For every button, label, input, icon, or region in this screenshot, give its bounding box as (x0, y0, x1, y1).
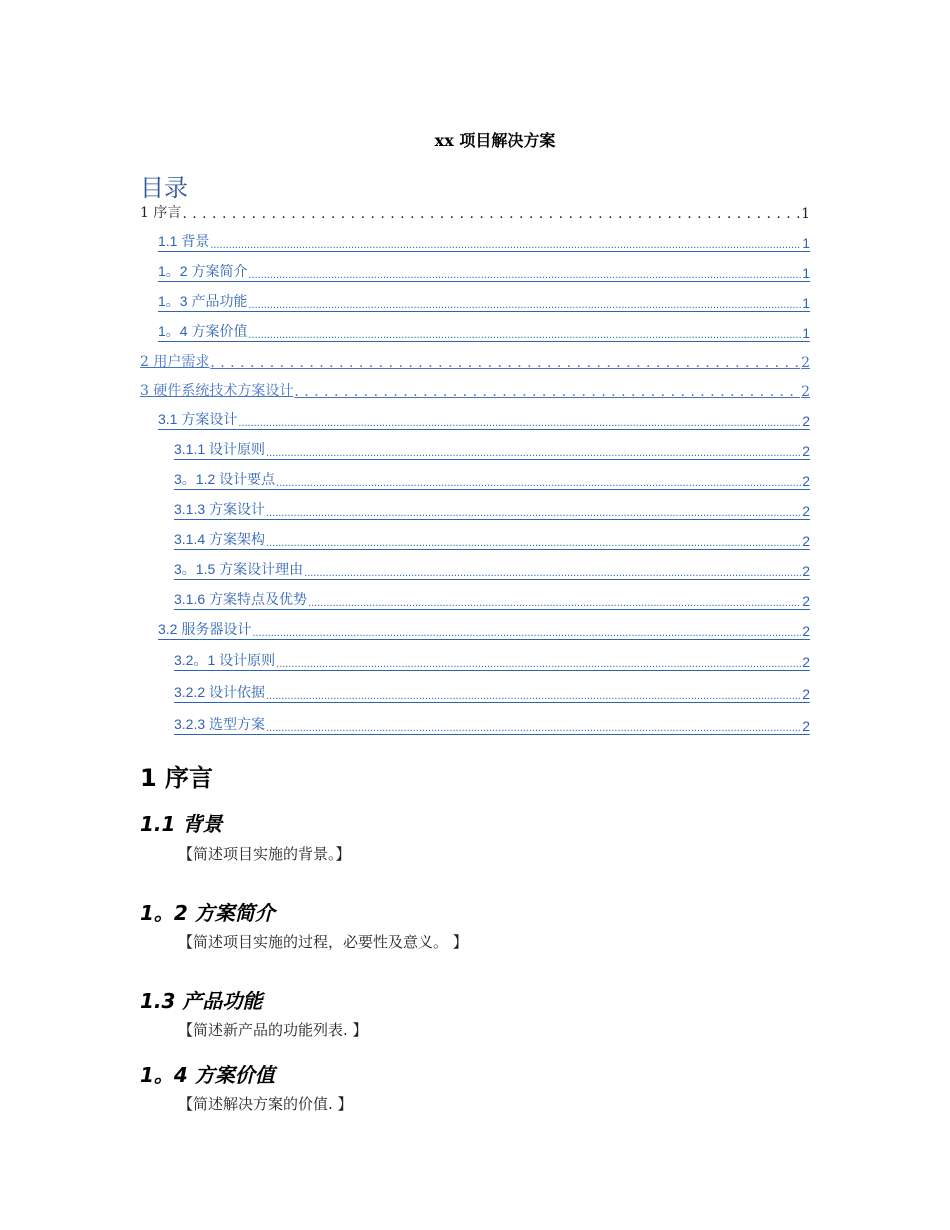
section-heading-solution-intro: 1。2 方案简介 (140, 901, 275, 925)
toc-entry-hardware-design[interactable] (140, 380, 810, 400)
toc-entry-solution-value[interactable] (158, 321, 810, 342)
section-text-background: 【简述项目实施的背景。】 (178, 845, 351, 863)
section-text-solution-intro: 【简述项目实施的过程，必要性及意义。 】 (178, 933, 468, 951)
toc-entry-label: 3。1.5 方案设计理由 (174, 561, 304, 577)
toc-entry-label: 3.1 方案设计 (158, 411, 238, 427)
toc-entry-label: 3.2.2 设计依据 (174, 684, 266, 700)
toc-entry-label: 3.2。1 设计原则 (174, 652, 276, 668)
toc-entry-label: 1.1 背景 (158, 233, 210, 249)
toc-leader (266, 443, 801, 459)
toc-page-number: 2 (802, 623, 810, 639)
toc-page-number: 2 (802, 533, 810, 549)
toc-page-number: 2 (802, 593, 810, 609)
section-text-solution-value: 【简述解决方案的价值. 】 (178, 1095, 353, 1113)
toc-entry-solution-design-detail[interactable] (174, 499, 810, 520)
toc-page-number: 2 (801, 355, 810, 371)
toc-entry-label: 1。2 方案简介 (158, 263, 248, 279)
toc-entry-label: 1。3 产品功能 (158, 293, 248, 309)
toc-entry-design-rationale[interactable] (174, 559, 810, 580)
toc-entry-selection-plan[interactable] (174, 714, 810, 735)
toc-leader (182, 206, 800, 222)
toc-entry-design-basis[interactable] (174, 682, 810, 703)
toc-entry-user-requirements[interactable] (140, 351, 810, 371)
toc-page-number: 2 (802, 413, 810, 429)
toc-page-number: 1 (801, 206, 810, 222)
toc-leader (294, 384, 800, 400)
toc-leader (276, 654, 801, 670)
toc-page-number: 2 (801, 384, 810, 400)
toc-entry-label: 3.1.6 方案特点及优势 (174, 591, 308, 607)
toc-leader (266, 533, 801, 549)
toc-entry-label: 3.1.4 方案架构 (174, 531, 266, 547)
toc-page-number: 2 (802, 443, 810, 459)
toc-page-number: 2 (802, 718, 810, 734)
section-heading-product-features: 1.3 产品功能 (140, 989, 263, 1013)
document-title: xx 项目解决方案 (434, 131, 556, 150)
toc-leader (248, 325, 801, 341)
toc-page-number: 2 (802, 473, 810, 489)
toc-entry-product-features[interactable] (158, 291, 810, 312)
toc-leader (248, 265, 801, 281)
toc-leader (308, 593, 801, 609)
toc-entry-server-design-principles[interactable] (174, 650, 810, 671)
toc-entry-label: 1。4 方案价值 (158, 323, 248, 339)
section-heading-preface: 1 序言 (140, 764, 214, 792)
toc-entry-solution-architecture[interactable] (174, 529, 810, 550)
toc-entry-label: 3.2 服务器设计 (158, 621, 252, 637)
section-heading-background: 1.1 背景 (140, 812, 223, 836)
toc-entry-features-advantages[interactable] (174, 589, 810, 610)
toc-entry-design-points[interactable] (174, 469, 810, 490)
section-heading-solution-value: 1。4 方案价值 (140, 1063, 275, 1087)
toc-entry-label: 3.1.1 设计原则 (174, 441, 266, 457)
toc-page-number: 1 (802, 325, 810, 341)
toc-leader (210, 235, 801, 251)
toc-leader (266, 718, 801, 734)
toc-page-number: 1 (802, 295, 810, 311)
toc-leader (238, 413, 801, 429)
toc-entry-label: 3。1.2 设计要点 (174, 471, 276, 487)
toc-entry-server-design[interactable] (158, 619, 810, 640)
toc-entry-label: 3.1.3 方案设计 (174, 501, 266, 517)
toc-entry-label: 2 用户需求 (140, 354, 210, 370)
toc-leader (276, 473, 801, 489)
toc-page-number: 2 (802, 503, 810, 519)
toc-page-number: 1 (802, 235, 810, 251)
toc-entry-preface[interactable] (140, 202, 810, 222)
toc-entry-solution-intro[interactable] (158, 261, 810, 282)
section-text-product-features: 【简述新产品的功能列表. 】 (178, 1021, 368, 1039)
toc-entry-design-principles[interactable] (174, 439, 810, 460)
toc-page-number: 2 (802, 654, 810, 670)
toc-leader (266, 686, 801, 702)
toc-leader (304, 563, 801, 579)
toc-entry-solution-design[interactable] (158, 409, 810, 430)
toc-page-number: 2 (802, 563, 810, 579)
toc-leader (266, 503, 801, 519)
toc-entry-label: 1 序言 (140, 205, 182, 221)
toc-leader (248, 295, 801, 311)
toc-entry-label: 3 硬件系统技术方案设计 (140, 383, 294, 399)
toc-entry-label: 3.2.3 选型方案 (174, 716, 266, 732)
toc-page-number: 1 (802, 265, 810, 281)
toc-leader (252, 623, 801, 639)
toc-entry-background[interactable] (158, 231, 810, 252)
toc-leader (210, 355, 800, 371)
toc-heading: 目录 (140, 174, 188, 202)
toc-page-number: 2 (802, 686, 810, 702)
